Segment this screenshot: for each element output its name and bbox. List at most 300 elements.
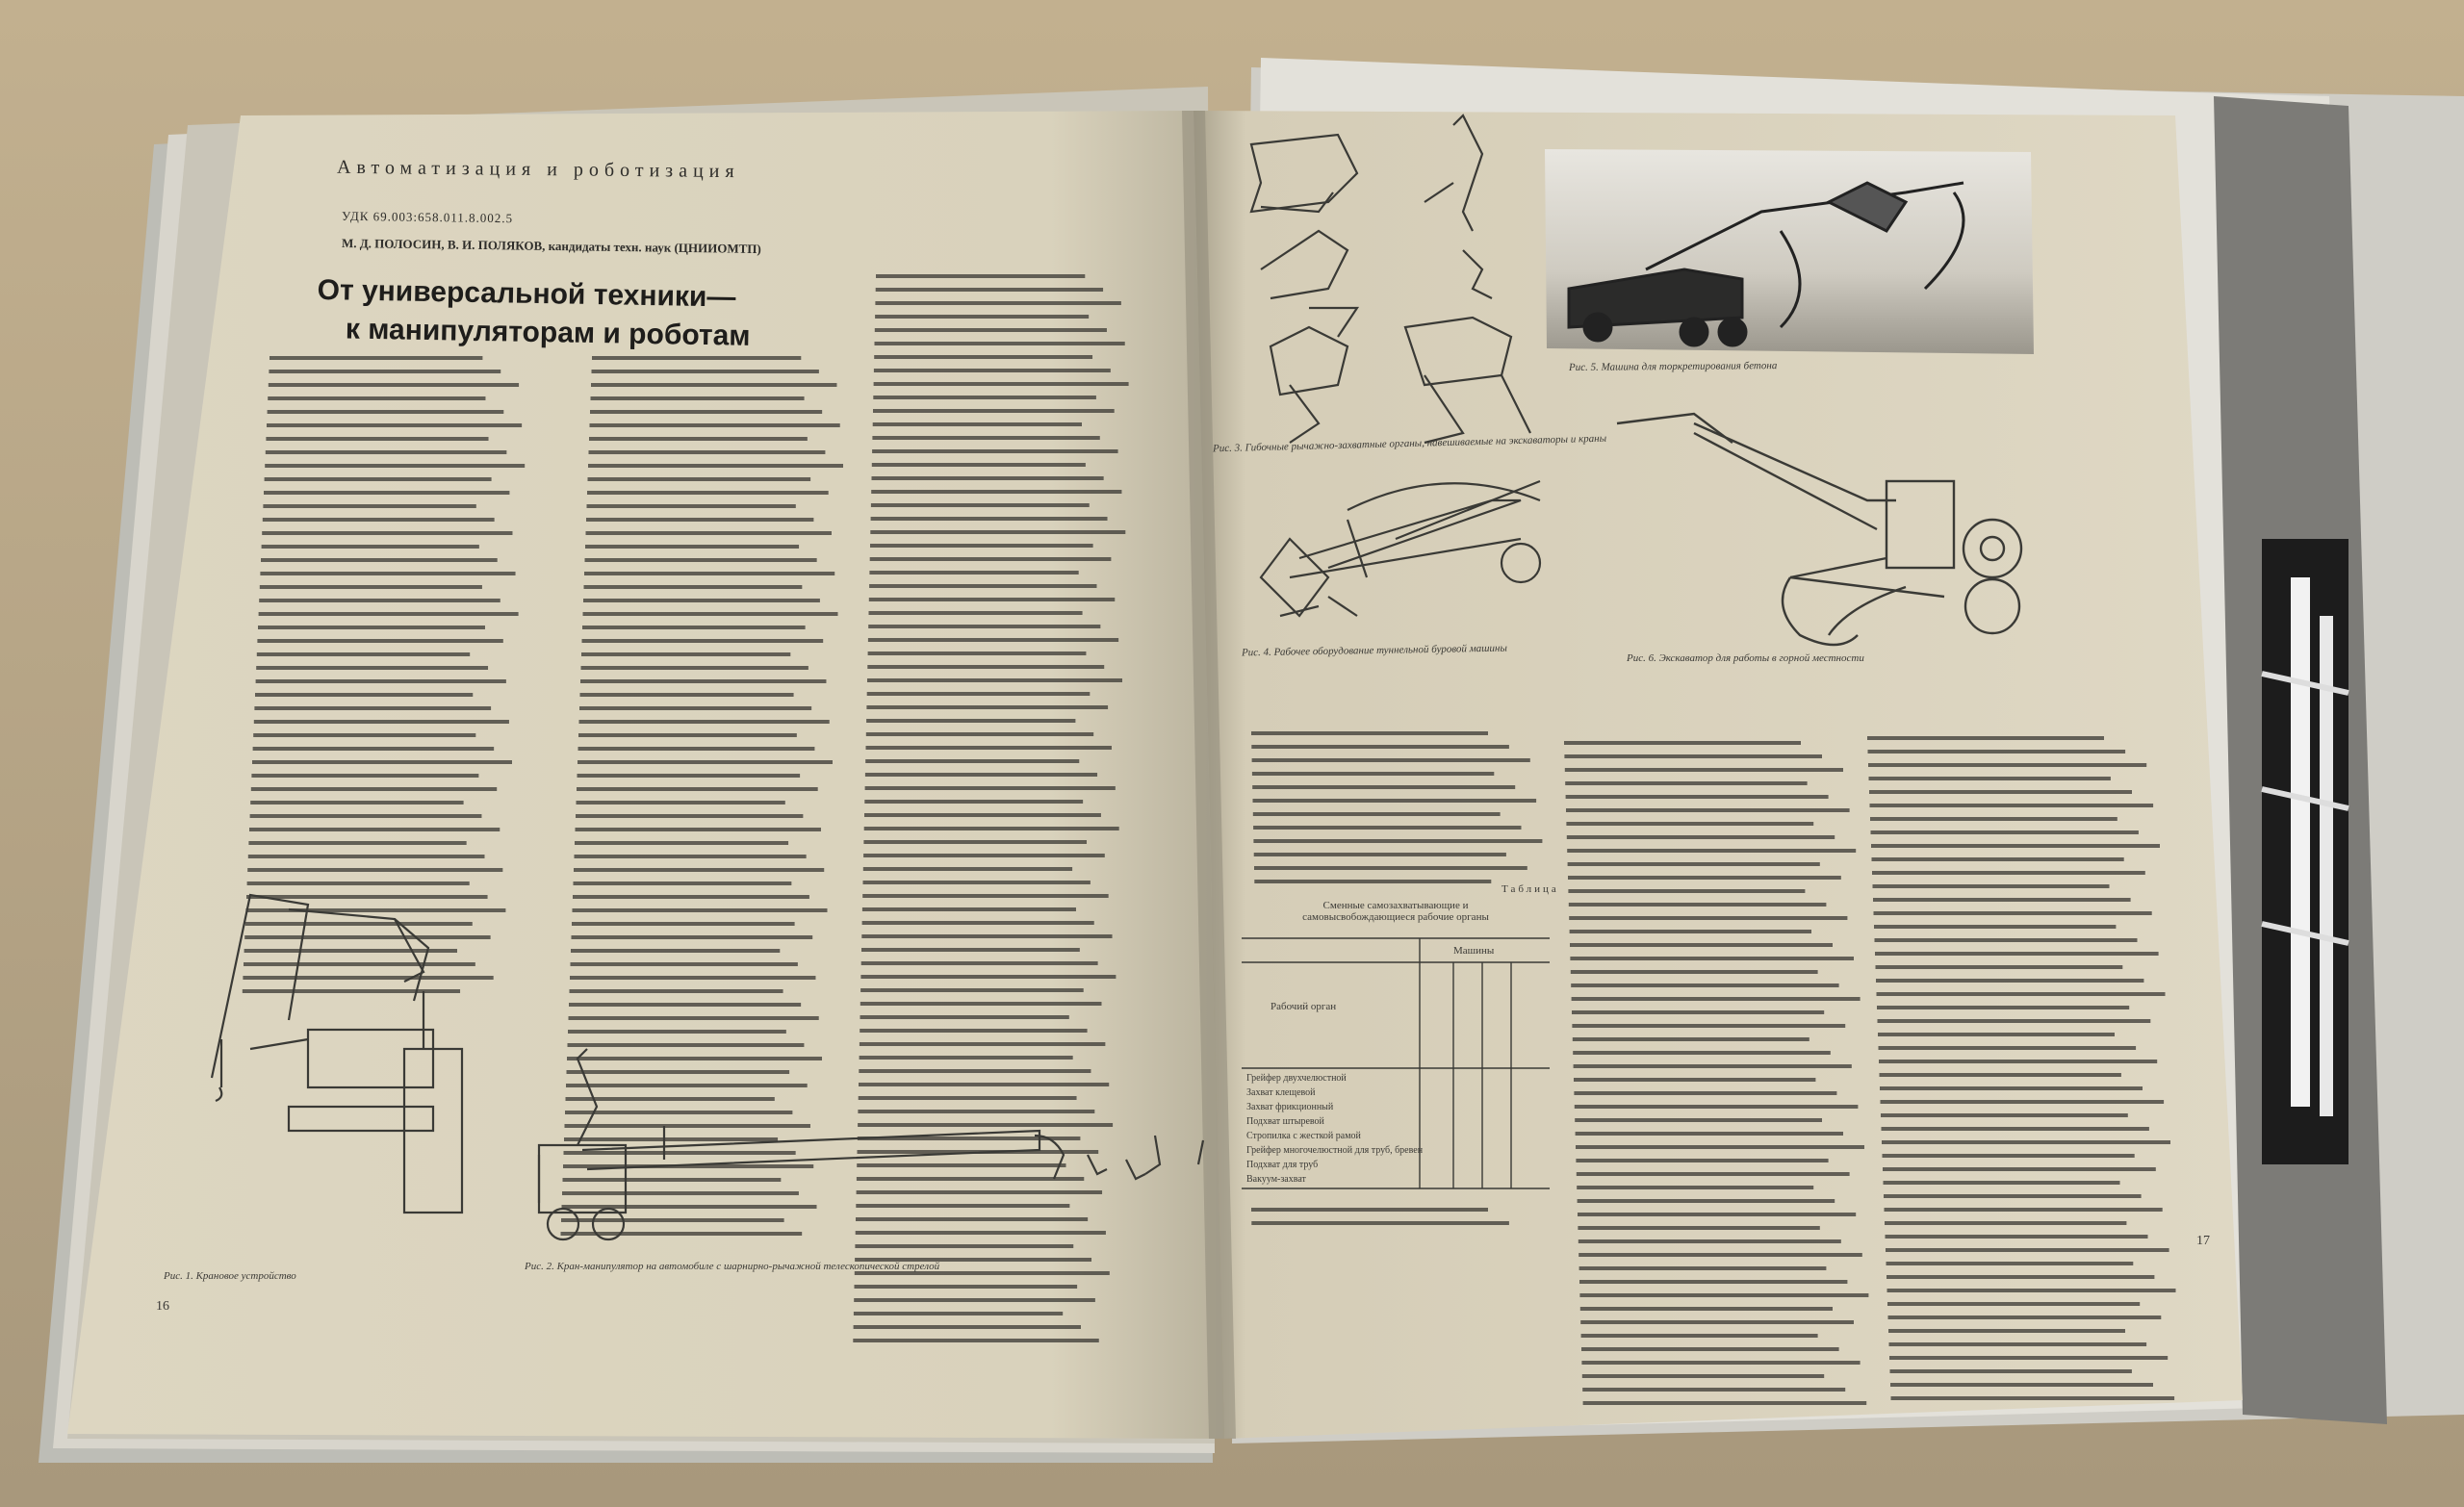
text-line (252, 760, 512, 764)
text-line (255, 693, 473, 697)
text-line (261, 558, 498, 562)
text-line (265, 477, 492, 481)
text-line (860, 988, 1084, 992)
text-line (863, 840, 1087, 844)
text-line (1574, 1091, 1836, 1095)
text-line (874, 382, 1129, 386)
udk-code: УДК 69.003:658.011.8.002.5 (341, 208, 514, 226)
text-line (1578, 1199, 1835, 1203)
text-line (870, 544, 1093, 548)
text-line (566, 1097, 775, 1101)
text-line (1891, 1396, 2175, 1400)
page-number-right: 17 (2196, 1234, 2210, 1248)
text-line (270, 356, 482, 360)
text-line (868, 638, 1118, 642)
text-line (588, 464, 843, 468)
caption-fig5: Рис. 5. Машина для торкретирования бетона (1568, 360, 1778, 373)
text-line (869, 571, 1078, 575)
text-line (862, 894, 1108, 898)
text-line (861, 948, 1080, 952)
text-line (1886, 1262, 2134, 1265)
text-line (873, 409, 1115, 413)
text-line (1579, 1266, 1827, 1270)
text-line (244, 935, 490, 939)
text-line (1867, 736, 2104, 740)
text-line (873, 422, 1082, 426)
text-line (592, 370, 819, 373)
text-line (1886, 1235, 2148, 1239)
text-line (1889, 1356, 2168, 1360)
text-line (256, 666, 488, 670)
text-line (265, 464, 525, 468)
text-line (864, 827, 1119, 830)
text-line (874, 369, 1111, 372)
text-line (1252, 758, 1530, 762)
text-line (564, 1151, 796, 1155)
text-line (1583, 1401, 1867, 1405)
text-line (586, 518, 813, 522)
text-line (866, 746, 1112, 750)
text-line (1572, 997, 1861, 1001)
text-line (872, 463, 1086, 467)
text-line (1568, 862, 1820, 866)
text-line (244, 962, 475, 966)
text-line (1877, 1006, 2129, 1009)
text-line (589, 437, 808, 441)
text-line (858, 1123, 1113, 1127)
text-line (857, 1190, 1102, 1194)
text-line (856, 1204, 1069, 1208)
text-line (578, 747, 815, 751)
text-line (865, 773, 1097, 777)
text-line (1578, 1239, 1841, 1243)
text-line (855, 1244, 1073, 1248)
text-line (250, 801, 463, 805)
text-line (562, 1205, 817, 1209)
text-line (1887, 1302, 2140, 1306)
text-line (1870, 804, 2154, 807)
text-line (864, 800, 1083, 804)
text-line (269, 383, 519, 387)
article-title (317, 271, 895, 358)
text-line (866, 705, 1108, 709)
text-line (264, 491, 509, 495)
text-line (1572, 1024, 1845, 1028)
text-line (1253, 812, 1501, 816)
text-line (1871, 844, 2160, 848)
text-line (577, 787, 818, 791)
text-line (1868, 750, 2126, 754)
text-line (569, 1016, 819, 1020)
text-line (1567, 849, 1856, 853)
text-line (266, 450, 507, 454)
title-line-1: От универсальной техники— (317, 273, 736, 314)
text-line (874, 355, 1092, 359)
text-line (249, 828, 500, 831)
text-line (1880, 1073, 2121, 1077)
text-line (1869, 790, 2132, 794)
text-line (864, 813, 1101, 817)
text-line (245, 908, 505, 912)
text-line (856, 1217, 1088, 1221)
text-line (247, 881, 470, 885)
text-line (1873, 884, 2110, 888)
text-line (568, 1030, 786, 1034)
text-line (1877, 992, 2166, 996)
text-line (1880, 1086, 2143, 1090)
text-line (870, 557, 1112, 561)
text-line (576, 828, 821, 831)
text-line (1251, 1208, 1488, 1212)
text-line (587, 491, 829, 495)
text-line (248, 841, 466, 845)
text-line (1253, 799, 1537, 803)
text-line (853, 1339, 1098, 1342)
text-line (564, 1137, 778, 1141)
text-line (1878, 1033, 2115, 1036)
text-line (1872, 857, 2124, 861)
text-line (855, 1285, 1078, 1289)
text-line (1569, 903, 1827, 907)
text-line (262, 545, 479, 549)
text-line (1890, 1383, 2153, 1387)
text-line (1570, 930, 1811, 933)
text-line (254, 706, 491, 710)
text-line (268, 396, 485, 400)
text-line (562, 1191, 799, 1195)
text-line (1578, 1253, 1862, 1257)
text-line (1580, 1307, 1833, 1311)
text-line (867, 665, 1104, 669)
text-line (266, 437, 488, 441)
text-line (579, 706, 811, 710)
text-line (585, 545, 799, 549)
text-line (589, 450, 826, 454)
text-line (591, 396, 805, 400)
text-line (1252, 785, 1515, 789)
text-line (1888, 1315, 2162, 1319)
text-line (259, 612, 519, 616)
text-line (863, 881, 1091, 884)
text-line (854, 1298, 1095, 1302)
text-line (1254, 853, 1506, 856)
text-line (582, 639, 824, 643)
text-line (575, 841, 788, 845)
text-line (565, 1111, 792, 1114)
text-line (1886, 1275, 2154, 1279)
text-line (571, 949, 780, 953)
text-line (254, 720, 509, 724)
text-line (578, 733, 797, 737)
text-line (268, 410, 504, 414)
text-line (250, 814, 482, 818)
text-line (872, 436, 1099, 440)
text-line (1251, 745, 1509, 749)
text-line (585, 558, 817, 562)
text-line (1252, 772, 1494, 776)
text-line (871, 503, 1090, 507)
text-line (1566, 822, 1813, 826)
text-line (587, 504, 796, 508)
text-line (857, 1177, 1084, 1181)
text-line (875, 315, 1089, 319)
text-line (861, 934, 1112, 938)
text-line (1884, 1194, 2142, 1198)
table-row: Вакуум-захват (1246, 1174, 1306, 1185)
text-line (1868, 763, 2146, 767)
caption-fig3: Рис. 3. Гибочные рычажно-захватные органы, навешиваемые на экскаваторы и краны (1212, 432, 1607, 455)
text-line (583, 599, 820, 602)
text-line (862, 907, 1076, 911)
text-line (860, 1015, 1069, 1019)
text-line (582, 626, 806, 629)
table-row: Захват фрикционный (1246, 1102, 1334, 1112)
text-line (867, 678, 1122, 682)
text-line (862, 921, 1094, 925)
text-line (860, 1029, 1087, 1033)
text-line (256, 679, 506, 683)
text-line (263, 518, 495, 522)
text-line (854, 1325, 1081, 1329)
text-line (1571, 983, 1838, 987)
text-line (1576, 1159, 1828, 1162)
text-line (1566, 795, 1829, 799)
text-line (578, 760, 833, 764)
text-line (1889, 1342, 2147, 1346)
text-line (1572, 1010, 1824, 1014)
text-line (869, 611, 1083, 615)
text-line (565, 1124, 810, 1128)
text-line (866, 719, 1075, 723)
text-line (563, 1178, 782, 1182)
text-line (1577, 1186, 1813, 1189)
text-line (251, 774, 478, 778)
text-line (1881, 1113, 2128, 1117)
text-line (1576, 1132, 1843, 1136)
table-row: Грейфер многочелюстной для труб, бревен (1246, 1145, 1424, 1156)
text-line (875, 301, 1120, 305)
text-line (875, 328, 1107, 332)
text-line (860, 1002, 1102, 1006)
text-line (1580, 1320, 1854, 1324)
text-line (248, 855, 485, 858)
text-line (245, 922, 473, 926)
text-line (1568, 876, 1841, 880)
text-line (1251, 1221, 1509, 1225)
text-line (1254, 880, 1491, 883)
text-line (590, 423, 840, 427)
text-line (856, 1231, 1106, 1235)
text-line (588, 477, 811, 481)
text-line (575, 855, 807, 858)
text-line (579, 720, 830, 724)
text-line (1870, 817, 2118, 821)
text-line (1879, 1060, 2157, 1063)
text-line (573, 895, 809, 899)
text-line (259, 599, 500, 602)
table-col-header: Машины (1453, 945, 1495, 957)
text-line (1570, 957, 1854, 960)
text-line (269, 370, 500, 373)
text-line (1573, 1051, 1831, 1055)
text-line (860, 1042, 1105, 1046)
text-line (584, 585, 803, 589)
text-line (253, 747, 495, 751)
text-line (868, 625, 1100, 628)
text-line (1885, 1221, 2126, 1225)
text-line (870, 530, 1125, 534)
text-line (260, 585, 482, 589)
text-line (1565, 781, 1807, 785)
text-line (1890, 1369, 2132, 1373)
text-line (1874, 911, 2152, 915)
text-line (1883, 1167, 2156, 1171)
text-line (1875, 952, 2159, 956)
text-line (1582, 1374, 1824, 1378)
text-line (257, 652, 470, 656)
text-line (581, 652, 790, 656)
text-line (580, 693, 794, 697)
text-line (1869, 777, 2111, 780)
text-line (1879, 1046, 2137, 1050)
text-line (1883, 1154, 2135, 1158)
text-line (1872, 871, 2145, 875)
caption-fig1: Рис. 1. Крановое устройство (164, 1270, 296, 1282)
text-line (1581, 1347, 1839, 1351)
text-line (571, 962, 798, 966)
text-line (865, 759, 1079, 763)
text-line (1564, 754, 1822, 758)
text-line (592, 356, 801, 360)
text-line (1253, 826, 1521, 830)
text-line (1565, 768, 1843, 772)
text-line (1567, 835, 1835, 839)
text-line (859, 1096, 1077, 1100)
text-line (1564, 741, 1801, 745)
text-line (574, 868, 824, 872)
text-line (1876, 965, 2123, 969)
text-line (872, 449, 1117, 453)
text-line (876, 274, 1085, 278)
text-line (262, 531, 512, 535)
text-line (873, 396, 1096, 399)
text-line (1574, 1078, 1815, 1082)
text-line (1873, 898, 2131, 902)
text-line (1875, 938, 2138, 942)
text-line (1576, 1145, 1864, 1149)
text-line (1566, 808, 1850, 812)
text-line (860, 975, 1116, 979)
text-line (570, 989, 783, 993)
text-line (1884, 1181, 2120, 1185)
text-line (1570, 943, 1833, 947)
table-row: Захват клещевой (1246, 1087, 1316, 1098)
text-line (251, 787, 497, 791)
section-header: Автоматизация и роботизация (336, 156, 740, 183)
text-line (858, 1110, 1094, 1113)
text-line (1569, 916, 1847, 920)
text-line (247, 868, 502, 872)
text-line (573, 908, 828, 912)
text-line (871, 490, 1121, 494)
photo-concrete-machine (1545, 149, 2034, 354)
text-line (871, 517, 1108, 521)
text-line (869, 598, 1115, 601)
text-line (1579, 1280, 1847, 1284)
text-line (869, 584, 1096, 588)
text-line (868, 651, 1087, 655)
text-line (1251, 731, 1488, 735)
text-line (243, 989, 460, 993)
text-line (1568, 889, 1805, 893)
text-line (566, 1084, 808, 1087)
text-line (865, 786, 1116, 790)
text-line (1253, 839, 1542, 843)
text-line (583, 612, 838, 616)
text-line (1254, 866, 1527, 870)
text-line (863, 867, 1072, 871)
text-line (854, 1312, 1063, 1315)
table-row: Подхват штыревой (1246, 1116, 1324, 1127)
text-line (1888, 1329, 2125, 1333)
text-line (1578, 1226, 1819, 1230)
text-line (1577, 1172, 1850, 1176)
text-line (1878, 1019, 2151, 1023)
text-line (857, 1163, 1065, 1167)
text-line (872, 476, 1104, 480)
text-line (1874, 925, 2116, 929)
text-line (586, 531, 832, 535)
table-row: Подхват для труб (1246, 1160, 1319, 1170)
text-line (1571, 970, 1818, 974)
text-line (590, 410, 822, 414)
text-line (567, 1057, 822, 1060)
authors-line: М. Д. ПОЛОСИН, В. И. ПОЛЯКОВ, кандидаты техн. наук (ЦНИИОМТП) (341, 235, 761, 257)
text-line (257, 639, 502, 643)
text-line (258, 626, 485, 629)
text-line (1887, 1289, 2176, 1292)
text-line (267, 423, 522, 427)
table-title: Сменные самозахватывающие и самовысвобождающиеся рабочие органы (1302, 900, 1489, 923)
text-line (1574, 1064, 1852, 1068)
text-line (577, 801, 785, 805)
text-line (875, 342, 1125, 345)
caption-fig4: Рис. 4. Рабочее оборудование туннельной буровой машины (1241, 642, 1507, 659)
text-line (1881, 1100, 2165, 1104)
text-line (581, 666, 808, 670)
text-line (863, 854, 1105, 857)
text-line (1886, 1248, 2169, 1252)
text-line (1575, 1118, 1822, 1122)
text-line (584, 572, 834, 575)
text-line (243, 976, 493, 980)
text-line (1882, 1127, 2149, 1131)
table-row-header: Рабочий орган (1270, 1001, 1337, 1012)
text-line (246, 895, 488, 899)
text-line (576, 814, 803, 818)
text-line (1882, 1140, 2170, 1144)
text-line (1582, 1388, 1845, 1392)
text-line (263, 504, 475, 508)
table-label: Таблица (1502, 883, 1559, 895)
text-line (859, 1083, 1109, 1086)
caption-fig6: Рис. 6. Экскаватор для работы в горной местности (1627, 652, 1864, 664)
title-line-2: к манипуляторам и роботам (345, 313, 751, 352)
text-line (244, 949, 457, 953)
text-line (1871, 830, 2139, 834)
text-line (572, 922, 795, 926)
page-number-left: 16 (156, 1299, 169, 1314)
